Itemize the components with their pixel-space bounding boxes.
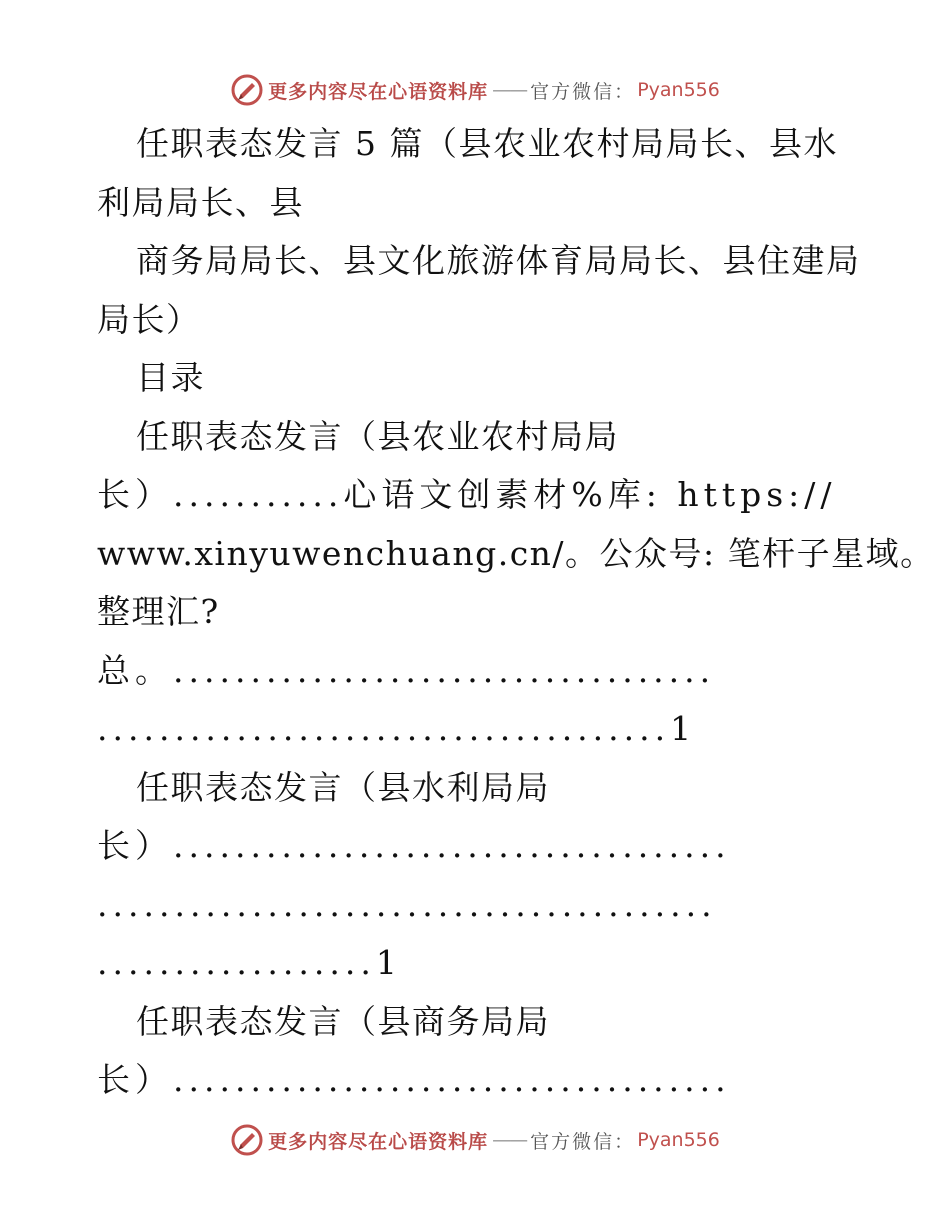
footer-watermark-banner bbox=[0, 1120, 950, 1160]
banner-main-text: 更多内容尽在心语资料库 bbox=[268, 80, 489, 103]
banner-wechat-label: 官方微信： bbox=[530, 1130, 636, 1153]
toc-entry-3-title: 任职表态发言（县商务局局 bbox=[136, 1001, 550, 1041]
toc-entry-1-dots: 总。................................... bbox=[97, 650, 716, 690]
toc-entry-1-page: .....................................1 bbox=[97, 709, 697, 748]
toc-entry-1-url-line: www.xinyuwenchuang.cn/。公众号: 笔杆子星域。 bbox=[97, 533, 935, 573]
brand-logo-icon bbox=[230, 1123, 264, 1157]
banner-wechat-id: Pyan556 bbox=[637, 1129, 720, 1151]
doc-title-line-1: 任职表态发言 5 篇（县农业农村局局长、县水 bbox=[136, 124, 838, 163]
doc-title-line-4: 局长） bbox=[97, 299, 201, 339]
banner-dash: —— bbox=[492, 1129, 527, 1151]
toc-entry-2-title: 任职表态发言（县水利局局 bbox=[136, 767, 550, 807]
toc-entry-2-dots: ........................................ bbox=[97, 884, 717, 924]
toc-entry-1-text-line: 整理汇? bbox=[97, 592, 220, 631]
toc-heading: 目录 bbox=[136, 358, 205, 397]
banner-main-text: 更多内容尽在心语资料库 bbox=[268, 1130, 489, 1153]
banner-dash: —— bbox=[492, 79, 527, 101]
doc-title-line-3: 商务局局长、县文化旅游体育局局长、县住建局 bbox=[136, 241, 861, 280]
banner-wechat-label: 官方微信： bbox=[530, 80, 636, 103]
doc-title-line-2: 利局局长、县 bbox=[97, 182, 304, 222]
banner-wechat-id: Pyan556 bbox=[637, 79, 720, 101]
toc-entry-2-leader: 长）.................................... bbox=[97, 826, 731, 865]
document-body bbox=[97, 115, 935, 1110]
toc-entry-3-leader: 长）.................................... bbox=[97, 1060, 731, 1099]
toc-entry-2-page: ..................1 bbox=[97, 943, 402, 982]
header-watermark-banner bbox=[0, 70, 950, 110]
toc-entry-1-title: 任职表态发言（县农业农村局局 bbox=[136, 416, 619, 456]
brand-logo-icon bbox=[230, 73, 264, 107]
toc-entry-1-leader: 长）...........心语文创素材%库: https:// bbox=[97, 475, 837, 514]
